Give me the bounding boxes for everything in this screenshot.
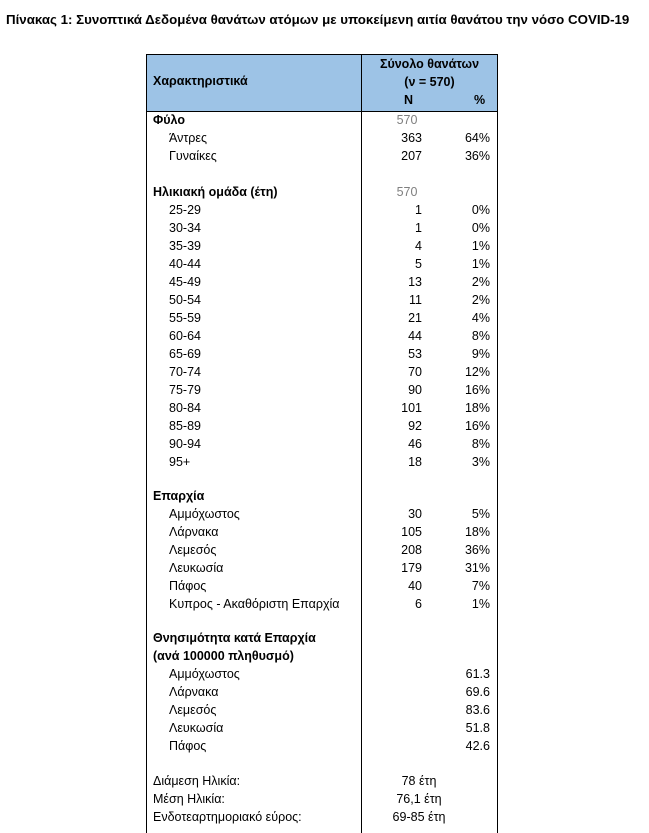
- section-heading: Επαρχία: [153, 489, 205, 503]
- row-rate: 83.6: [465, 703, 490, 717]
- row-n: 21: [408, 311, 422, 325]
- row-label: Άντρες: [169, 131, 208, 145]
- row-n: 101: [401, 401, 422, 415]
- row-pct: 36%: [464, 149, 490, 163]
- header-characteristics-cell: [147, 55, 362, 111]
- summary-label: Μέση Ηλικία:: [153, 792, 225, 806]
- table-row: [147, 309, 497, 327]
- row-label: Λάρνακα: [169, 685, 219, 699]
- row-n: 90: [408, 383, 422, 397]
- table-row: [147, 559, 497, 577]
- table-row: [147, 417, 497, 435]
- row-label: Γυναίκες: [169, 149, 217, 163]
- table-title: Πίνακας 1: Συνοπτικά Δεδομένα θανάτων ατόμων με υποκείμενη αιτία θανάτου την νόσο COVID-19: [6, 12, 630, 27]
- header-total-label: Σύνολο θανάτων: [379, 57, 480, 71]
- row-n: 208: [401, 543, 422, 557]
- row-n: 40: [408, 579, 422, 593]
- section-sex-heading-row: [147, 111, 497, 129]
- header-col-n: N: [404, 93, 414, 107]
- table-row: [147, 255, 497, 273]
- row-n: 6: [415, 597, 422, 611]
- section-age-heading-row: [147, 183, 497, 201]
- table-row: [147, 381, 497, 399]
- row-n: 363: [401, 131, 422, 145]
- row-n: 53: [408, 347, 422, 361]
- table-row: [147, 683, 497, 701]
- row-label: Πάφος: [169, 579, 207, 593]
- summary-row: [147, 808, 497, 826]
- table-row: [147, 147, 497, 165]
- table-row: [147, 665, 497, 683]
- summary-row: [147, 772, 497, 790]
- row-n: 70: [408, 365, 422, 379]
- row-rate: 42.6: [465, 739, 490, 753]
- row-label: 60-64: [169, 329, 201, 343]
- row-rate: 51.8: [465, 721, 490, 735]
- row-n: 5: [415, 257, 422, 271]
- section-heading: Φύλο: [153, 113, 185, 127]
- row-pct: 4%: [471, 311, 490, 325]
- row-pct: 5%: [471, 507, 490, 521]
- row-n: 105: [401, 525, 422, 539]
- row-pct: 31%: [464, 561, 490, 575]
- row-label: 70-74: [169, 365, 201, 379]
- row-n: 1: [415, 203, 422, 217]
- table-row: [147, 273, 497, 291]
- header-total-cell: [362, 55, 497, 111]
- row-pct: 36%: [464, 543, 490, 557]
- section-mortality-subheading-row: [147, 647, 497, 665]
- row-pct: 3%: [471, 455, 490, 469]
- row-n: 18: [408, 455, 422, 469]
- row-label: 90-94: [169, 437, 201, 451]
- row-n: 92: [408, 419, 422, 433]
- row-label: Λάρνακα: [169, 525, 219, 539]
- section-total: 570: [396, 185, 418, 199]
- row-pct: 0%: [471, 221, 490, 235]
- row-label: 75-79: [169, 383, 201, 397]
- row-n: 207: [401, 149, 422, 163]
- table-row: [147, 505, 497, 523]
- table-row: [147, 129, 497, 147]
- row-n: 11: [409, 293, 422, 307]
- row-n: 44: [408, 329, 422, 343]
- table-row: [147, 345, 497, 363]
- table-header: [147, 54, 497, 112]
- row-pct: 8%: [471, 437, 490, 451]
- row-label: 65-69: [169, 347, 201, 361]
- row-pct: 8%: [471, 329, 490, 343]
- row-n: 4: [415, 239, 422, 253]
- row-pct: 12%: [464, 365, 490, 379]
- table-row: [147, 237, 497, 255]
- summary-label: Ενδοτεαρτημοριακό εύρος:: [153, 810, 302, 824]
- section-subheading: (ανά 100000 πληθυσμό): [153, 649, 294, 663]
- row-label: Αμμόχωστος: [169, 667, 240, 681]
- header-total-count: (ν = 570): [404, 75, 455, 89]
- row-rate: 69.6: [465, 685, 490, 699]
- header-col-pct: %: [474, 93, 486, 107]
- row-pct: 1%: [471, 239, 490, 253]
- section-heading: Θνησιμότητα κατά Επαρχία: [153, 631, 316, 645]
- row-label: 95+: [169, 455, 191, 469]
- table-row: [147, 327, 497, 345]
- row-label: 25-29: [169, 203, 201, 217]
- table-row: [147, 435, 497, 453]
- summary-row: [147, 790, 497, 808]
- row-label: 30-34: [169, 221, 201, 235]
- row-label: 55-59: [169, 311, 201, 325]
- row-n: 1: [415, 221, 422, 235]
- row-pct: 64%: [464, 131, 490, 145]
- row-label: Λεμεσός: [169, 543, 217, 557]
- row-label: Λεμεσός: [169, 703, 217, 717]
- row-n: 179: [401, 561, 422, 575]
- table-row: [147, 291, 497, 309]
- table-row: [147, 701, 497, 719]
- row-pct: 2%: [471, 293, 490, 307]
- row-n: 46: [408, 437, 422, 451]
- table-row: [147, 399, 497, 417]
- row-pct: 16%: [464, 419, 490, 433]
- table-row: [147, 737, 497, 755]
- summary-value: 78 έτη: [401, 774, 437, 788]
- table-row: [147, 363, 497, 381]
- row-pct: 2%: [471, 275, 490, 289]
- table-row: [147, 541, 497, 559]
- summary-table: [146, 54, 498, 833]
- header-characteristics: Χαρακτηριστικά: [153, 74, 248, 88]
- table-row: [147, 577, 497, 595]
- row-n: 13: [408, 275, 422, 289]
- row-rate: 61.3: [465, 667, 490, 681]
- row-label: 80-84: [169, 401, 201, 415]
- row-pct: 1%: [471, 257, 490, 271]
- row-pct: 9%: [471, 347, 490, 361]
- summary-value: 69-85 έτη: [392, 810, 446, 824]
- section-total: 570: [396, 113, 418, 127]
- table-row: [147, 201, 497, 219]
- table-row: [147, 719, 497, 737]
- row-pct: 0%: [471, 203, 490, 217]
- row-pct: 18%: [464, 525, 490, 539]
- row-label: Αμμόχωστος: [169, 507, 240, 521]
- section-district-heading-row: [147, 487, 497, 505]
- row-label: Λευκωσία: [169, 561, 224, 575]
- row-label: 85-89: [169, 419, 201, 433]
- row-label: Κυπρος - Ακαθόριστη Επαρχία: [169, 597, 340, 611]
- section-mortality-heading-row: [147, 629, 497, 647]
- row-label: 50-54: [169, 293, 201, 307]
- row-label: 35-39: [169, 239, 201, 253]
- row-label: Πάφος: [169, 739, 207, 753]
- table-row: [147, 453, 497, 471]
- section-heading: Ηλικιακή ομάδα (έτη): [153, 185, 278, 199]
- summary-value: 76,1 έτη: [396, 792, 442, 806]
- row-n: 30: [408, 507, 422, 521]
- row-label: 45-49: [169, 275, 201, 289]
- row-pct: 16%: [464, 383, 490, 397]
- summary-label: Διάμεση Ηλικία:: [153, 774, 241, 788]
- row-pct: 1%: [471, 597, 490, 611]
- row-label: Λευκωσία: [169, 721, 224, 735]
- table-row: [147, 595, 497, 613]
- row-label: 40-44: [169, 257, 201, 271]
- table-row: [147, 219, 497, 237]
- row-pct: 7%: [471, 579, 490, 593]
- table-row: [147, 523, 497, 541]
- row-pct: 18%: [464, 401, 490, 415]
